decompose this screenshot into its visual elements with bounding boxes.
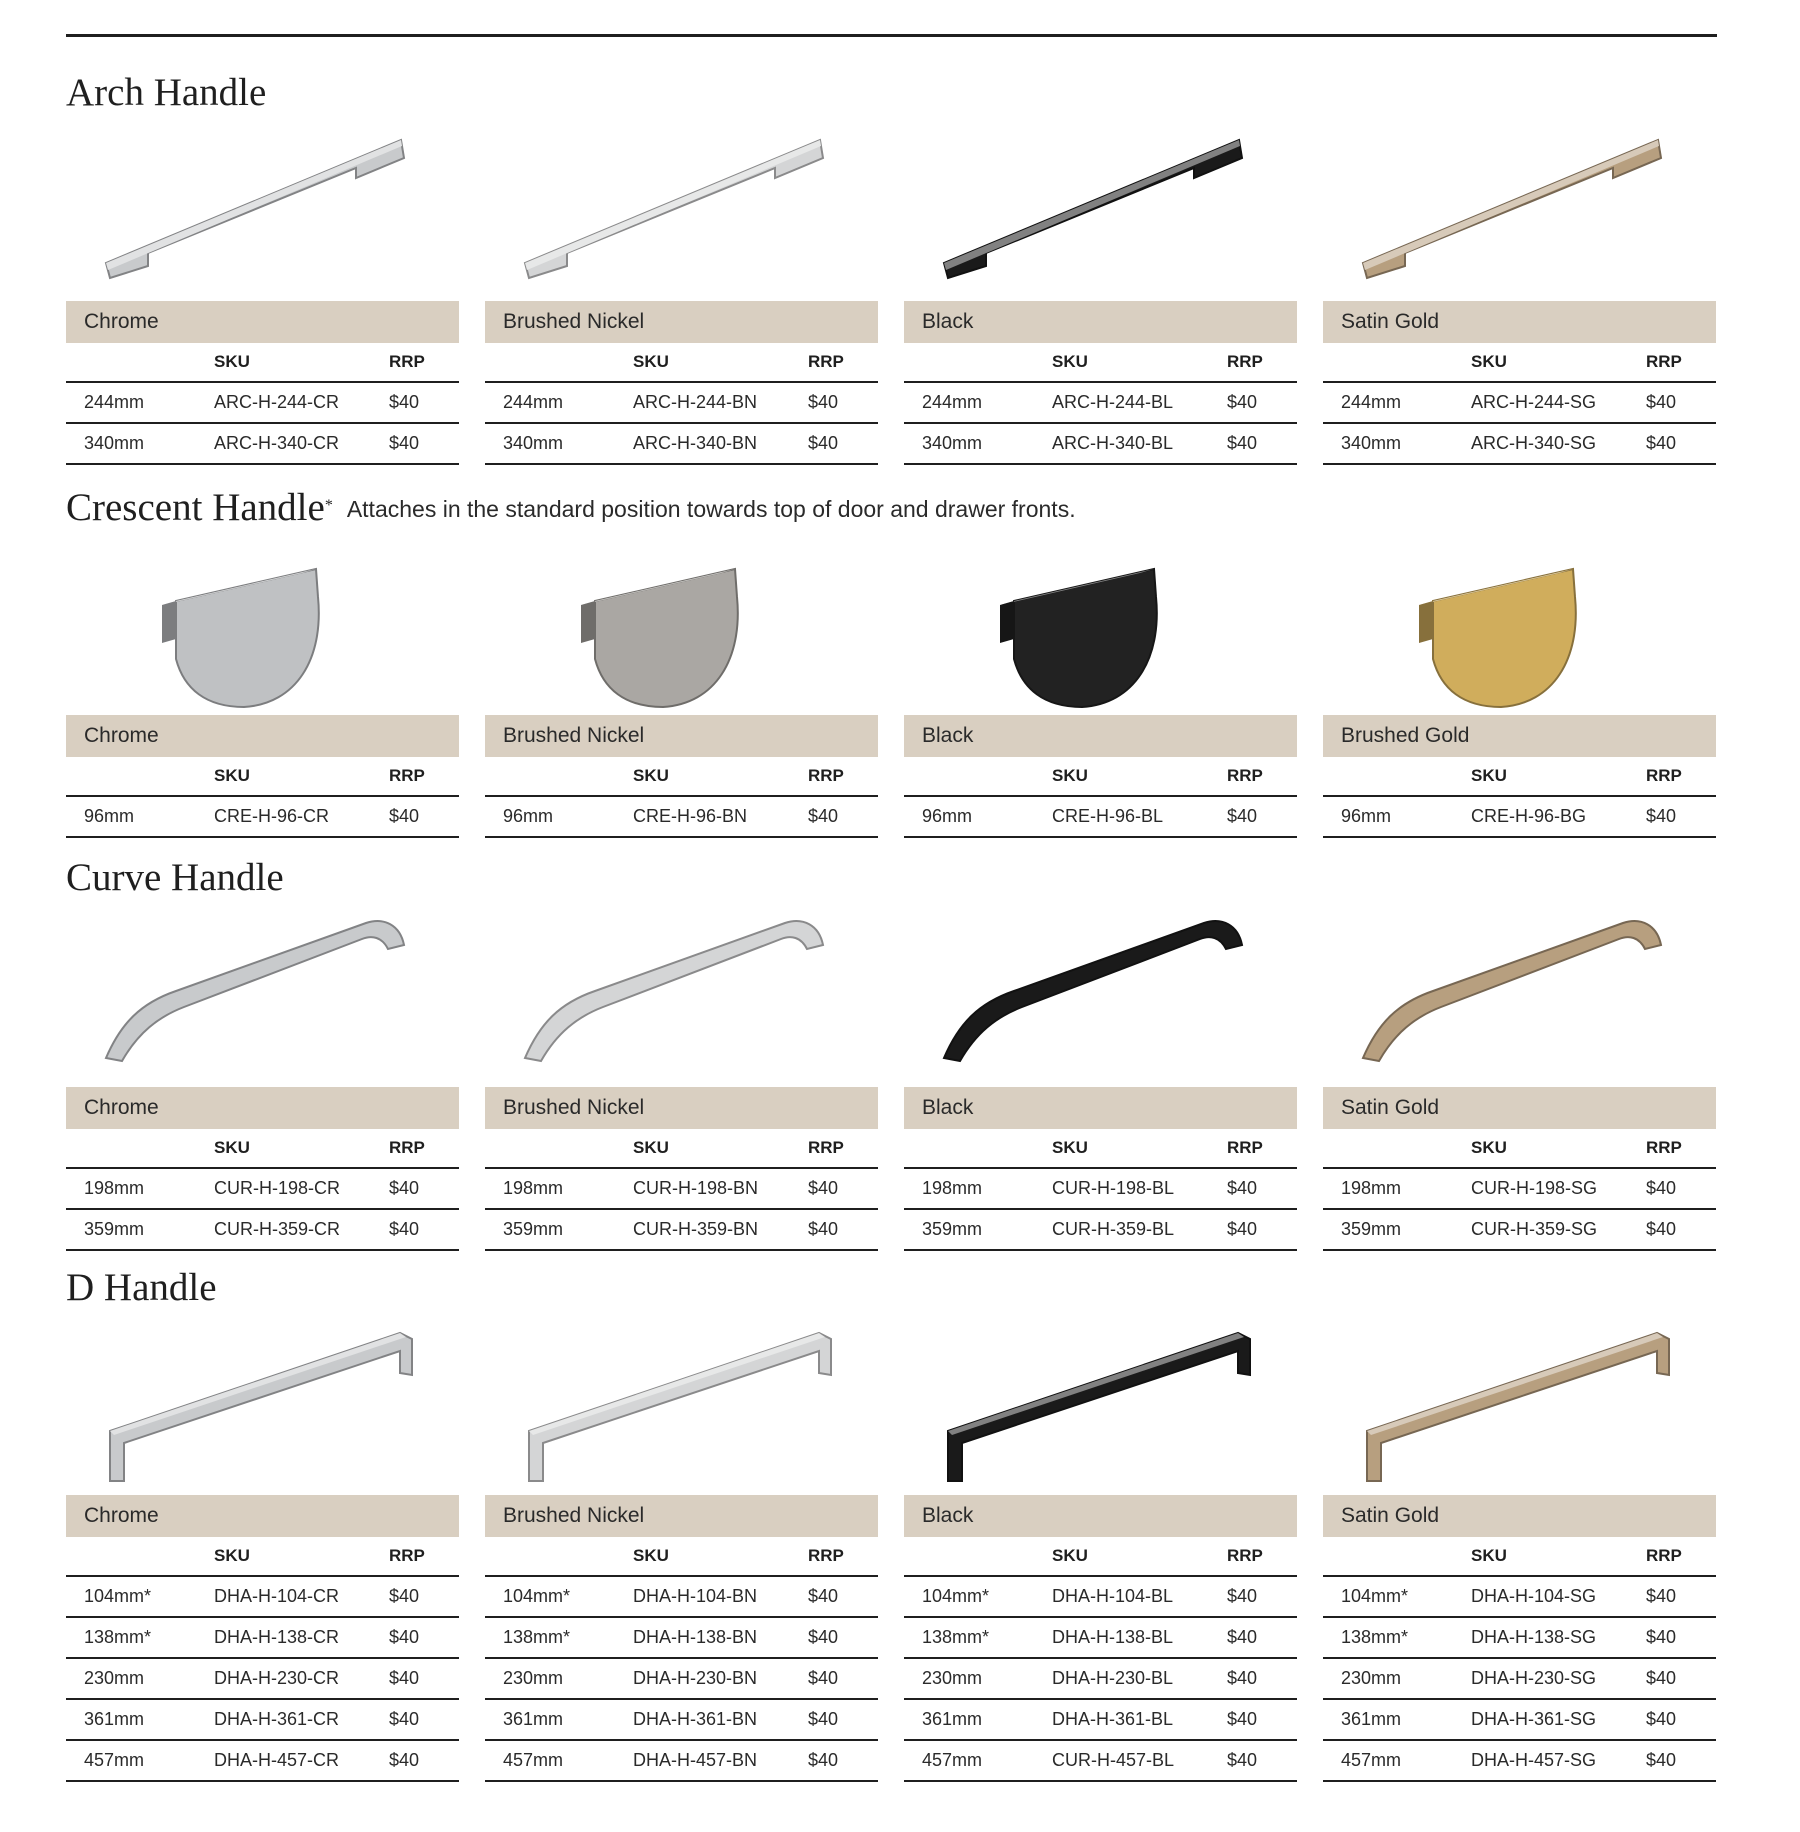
rrp-header: RRP — [1646, 343, 1716, 382]
section-title-text: D Handle — [66, 1266, 217, 1309]
sku-cell: CRE-H-96-BN — [633, 796, 808, 837]
size-cell: 457mm — [904, 1740, 1052, 1781]
size-cell: 96mm — [904, 796, 1052, 837]
sku-cell: ARC-H-244-SG — [1471, 382, 1646, 423]
table-row — [485, 796, 878, 837]
table-row — [904, 796, 1297, 837]
finish-label: Black — [904, 715, 1297, 757]
table-row — [66, 1699, 459, 1740]
table-row — [485, 1658, 878, 1699]
table-header — [1323, 343, 1716, 382]
sku-table — [66, 1537, 459, 1782]
sku-cell: DHA-H-138-BL — [1052, 1617, 1227, 1658]
sku-cell: ARC-H-244-BN — [633, 382, 808, 423]
size-cell: 138mm* — [66, 1617, 214, 1658]
sku-table — [485, 1129, 878, 1251]
size-cell: 457mm — [66, 1740, 214, 1781]
sku-cell: CUR-H-359-BL — [1052, 1209, 1227, 1250]
table-row — [904, 1740, 1297, 1781]
table-row — [904, 1617, 1297, 1658]
size-header — [66, 1129, 214, 1168]
finish-column — [1323, 70, 1716, 485]
rrp-header: RRP — [808, 343, 878, 382]
sku-header: SKU — [1471, 757, 1646, 796]
rrp-header: RRP — [389, 1129, 459, 1168]
sku-table — [66, 757, 459, 838]
crescent-handle-brushed-nickel-icon — [485, 539, 878, 709]
price-cell: $40 — [808, 796, 878, 837]
finish-column — [485, 70, 878, 485]
size-header — [485, 1537, 633, 1576]
sku-cell: CUR-H-198-SG — [1471, 1168, 1646, 1209]
table-row — [904, 423, 1297, 464]
rrp-header: RRP — [808, 757, 878, 796]
table-row — [485, 1168, 878, 1209]
size-cell: 96mm — [485, 796, 633, 837]
d-handle-chrome-icon — [66, 1313, 459, 1483]
sku-header: SKU — [214, 757, 389, 796]
top-rule — [66, 34, 1717, 37]
size-cell: 340mm — [1323, 423, 1471, 464]
size-cell: 244mm — [485, 382, 633, 423]
rrp-header: RRP — [1227, 1537, 1297, 1576]
price-cell: $40 — [1227, 1209, 1297, 1250]
size-cell: 104mm* — [66, 1576, 214, 1617]
finish-column — [485, 485, 878, 855]
table-row — [66, 382, 459, 423]
sku-cell: CUR-H-359-SG — [1471, 1209, 1646, 1250]
rrp-header: RRP — [1227, 1129, 1297, 1168]
sku-cell: CUR-H-198-BL — [1052, 1168, 1227, 1209]
price-cell: $40 — [1227, 796, 1297, 837]
sku-cell: DHA-H-104-CR — [214, 1576, 389, 1617]
sku-table — [1323, 343, 1716, 465]
price-cell: $40 — [1646, 796, 1716, 837]
finish-label: Satin Gold — [1323, 1495, 1716, 1537]
curve-handle-black-icon — [904, 903, 1297, 1073]
size-cell: 359mm — [66, 1209, 214, 1250]
table-row — [66, 1617, 459, 1658]
sku-cell: CUR-H-359-BN — [633, 1209, 808, 1250]
table-row — [1323, 1168, 1716, 1209]
table-row — [1323, 1699, 1716, 1740]
finish-column — [1323, 855, 1716, 1265]
price-cell: $40 — [389, 382, 459, 423]
table-header — [485, 1129, 878, 1168]
sku-table — [66, 343, 459, 465]
sku-cell: DHA-H-230-CR — [214, 1658, 389, 1699]
finish-label: Brushed Gold — [1323, 715, 1716, 757]
table-row — [66, 1576, 459, 1617]
sku-cell: ARC-H-244-BL — [1052, 382, 1227, 423]
table-row — [1323, 1209, 1716, 1250]
size-cell: 230mm — [66, 1658, 214, 1699]
table-header — [904, 1537, 1297, 1576]
finish-column — [904, 485, 1297, 855]
sku-table — [485, 757, 878, 838]
size-cell: 340mm — [904, 423, 1052, 464]
size-header — [485, 343, 633, 382]
price-cell: $40 — [808, 1699, 878, 1740]
finish-label: Brushed Nickel — [485, 1087, 878, 1129]
finish-label: Chrome — [66, 715, 459, 757]
table-row — [1323, 423, 1716, 464]
finish-column — [66, 855, 459, 1265]
size-cell: 230mm — [485, 1658, 633, 1699]
table-row — [1323, 382, 1716, 423]
table-header — [66, 757, 459, 796]
price-cell: $40 — [389, 1740, 459, 1781]
table-row — [66, 1740, 459, 1781]
sku-cell: CUR-H-359-CR — [214, 1209, 389, 1250]
table-row — [904, 1699, 1297, 1740]
table-header — [1323, 757, 1716, 796]
size-header — [1323, 1537, 1471, 1576]
crescent-handle-chrome-icon — [66, 539, 459, 709]
sku-header: SKU — [1471, 1537, 1646, 1576]
size-cell: 340mm — [485, 423, 633, 464]
size-header — [485, 757, 633, 796]
sku-cell: DHA-H-361-BL — [1052, 1699, 1227, 1740]
product-section — [66, 855, 1717, 1265]
size-header — [1323, 757, 1471, 796]
price-cell: $40 — [1227, 1617, 1297, 1658]
sku-cell: DHA-H-230-BL — [1052, 1658, 1227, 1699]
price-cell: $40 — [808, 1740, 878, 1781]
sku-cell: DHA-H-104-SG — [1471, 1576, 1646, 1617]
table-row — [904, 1576, 1297, 1617]
size-cell: 104mm* — [904, 1576, 1052, 1617]
sku-table — [904, 1537, 1297, 1782]
price-cell: $40 — [808, 423, 878, 464]
size-cell: 138mm* — [904, 1617, 1052, 1658]
sku-header: SKU — [214, 1537, 389, 1576]
price-cell: $40 — [389, 423, 459, 464]
price-cell: $40 — [1227, 382, 1297, 423]
price-cell: $40 — [808, 1658, 878, 1699]
finish-column — [485, 855, 878, 1265]
table-header — [1323, 1537, 1716, 1576]
rrp-header: RRP — [1646, 1537, 1716, 1576]
price-cell: $40 — [1227, 1168, 1297, 1209]
price-cell: $40 — [1646, 1658, 1716, 1699]
arch-handle-chrome-icon — [66, 118, 459, 288]
table-row — [1323, 1740, 1716, 1781]
price-cell: $40 — [389, 1576, 459, 1617]
rrp-header: RRP — [1227, 757, 1297, 796]
sku-cell: CUR-H-198-BN — [633, 1168, 808, 1209]
arch-handle-satin-gold-icon — [1323, 118, 1716, 288]
table-header — [904, 1129, 1297, 1168]
price-cell: $40 — [1227, 1699, 1297, 1740]
sku-header: SKU — [1471, 1129, 1646, 1168]
table-row — [1323, 1576, 1716, 1617]
size-header — [1323, 1129, 1471, 1168]
size-cell: 340mm — [66, 423, 214, 464]
crescent-handle-brushed-gold-icon — [1323, 539, 1716, 709]
size-cell: 244mm — [904, 382, 1052, 423]
finish-column — [904, 70, 1297, 485]
sku-cell: DHA-H-457-CR — [214, 1740, 389, 1781]
size-cell: 198mm — [66, 1168, 214, 1209]
price-cell: $40 — [389, 1168, 459, 1209]
size-header — [904, 1129, 1052, 1168]
finish-label: Black — [904, 1087, 1297, 1129]
sku-cell: CUR-H-198-CR — [214, 1168, 389, 1209]
finish-label: Chrome — [66, 1495, 459, 1537]
size-cell: 457mm — [1323, 1740, 1471, 1781]
table-row — [904, 1658, 1297, 1699]
price-cell: $40 — [808, 1168, 878, 1209]
d-handle-satin-gold-icon — [1323, 1313, 1716, 1483]
sku-table — [904, 1129, 1297, 1251]
table-header — [1323, 1129, 1716, 1168]
price-cell: $40 — [389, 1699, 459, 1740]
size-cell: 359mm — [904, 1209, 1052, 1250]
finish-label: Black — [904, 1495, 1297, 1537]
finish-label: Satin Gold — [1323, 1087, 1716, 1129]
table-row — [485, 423, 878, 464]
sku-cell: ARC-H-340-BL — [1052, 423, 1227, 464]
table-header — [485, 1537, 878, 1576]
finish-label: Brushed Nickel — [485, 301, 878, 343]
sku-table — [1323, 1129, 1716, 1251]
size-header — [904, 343, 1052, 382]
section-title-text: Crescent Handle — [66, 486, 325, 529]
rrp-header: RRP — [808, 1537, 878, 1576]
finish-label: Chrome — [66, 1087, 459, 1129]
table-row — [485, 1209, 878, 1250]
product-section — [66, 70, 1717, 485]
size-cell: 104mm* — [1323, 1576, 1471, 1617]
price-cell: $40 — [808, 1617, 878, 1658]
price-cell: $40 — [1646, 1168, 1716, 1209]
arch-handle-brushed-nickel-icon — [485, 118, 878, 288]
size-cell: 244mm — [1323, 382, 1471, 423]
size-cell: 198mm — [1323, 1168, 1471, 1209]
table-header — [904, 757, 1297, 796]
product-section — [66, 485, 1717, 855]
table-header — [66, 1537, 459, 1576]
price-cell: $40 — [1227, 1658, 1297, 1699]
section-title-text: Arch Handle — [66, 71, 267, 114]
finish-label: Brushed Nickel — [485, 1495, 878, 1537]
table-header — [485, 757, 878, 796]
sku-cell: DHA-H-138-SG — [1471, 1617, 1646, 1658]
finish-column — [1323, 485, 1716, 855]
finish-label: Chrome — [66, 301, 459, 343]
table-header — [904, 343, 1297, 382]
size-cell: 230mm — [1323, 1658, 1471, 1699]
price-cell: $40 — [808, 1209, 878, 1250]
size-cell: 96mm — [66, 796, 214, 837]
size-cell: 138mm* — [485, 1617, 633, 1658]
size-cell: 138mm* — [1323, 1617, 1471, 1658]
rrp-header: RRP — [1646, 757, 1716, 796]
size-cell: 359mm — [1323, 1209, 1471, 1250]
table-row — [66, 423, 459, 464]
product-section — [66, 1265, 1717, 1825]
rrp-header: RRP — [1227, 343, 1297, 382]
price-cell: $40 — [1646, 1740, 1716, 1781]
sku-cell: CRE-H-96-BG — [1471, 796, 1646, 837]
sku-cell: DHA-H-457-SG — [1471, 1740, 1646, 1781]
size-header — [904, 757, 1052, 796]
price-cell: $40 — [1646, 1617, 1716, 1658]
size-header — [904, 1537, 1052, 1576]
sku-header: SKU — [1471, 343, 1646, 382]
size-header — [66, 757, 214, 796]
size-header — [485, 1129, 633, 1168]
table-row — [1323, 1658, 1716, 1699]
sku-cell: DHA-H-104-BL — [1052, 1576, 1227, 1617]
finish-label: Black — [904, 301, 1297, 343]
rrp-header: RRP — [808, 1129, 878, 1168]
size-header — [1323, 343, 1471, 382]
price-cell: $40 — [1646, 423, 1716, 464]
price-cell: $40 — [1646, 1209, 1716, 1250]
price-cell: $40 — [1227, 423, 1297, 464]
sku-cell: CUR-H-457-BL — [1052, 1740, 1227, 1781]
size-header — [66, 343, 214, 382]
table-row — [904, 382, 1297, 423]
sku-table — [904, 343, 1297, 465]
sku-table — [1323, 757, 1716, 838]
table-row — [66, 1168, 459, 1209]
price-cell: $40 — [1646, 1699, 1716, 1740]
sku-cell: DHA-H-361-BN — [633, 1699, 808, 1740]
sku-table — [485, 1537, 878, 1782]
price-cell: $40 — [389, 1209, 459, 1250]
curve-handle-brushed-nickel-icon — [485, 903, 878, 1073]
rrp-header: RRP — [389, 757, 459, 796]
size-cell: 361mm — [66, 1699, 214, 1740]
sku-header: SKU — [633, 1537, 808, 1576]
price-cell: $40 — [389, 1658, 459, 1699]
sku-table — [485, 343, 878, 465]
size-cell: 244mm — [66, 382, 214, 423]
finish-column — [66, 1265, 459, 1825]
sku-cell: DHA-H-230-SG — [1471, 1658, 1646, 1699]
sku-header: SKU — [633, 343, 808, 382]
sku-header: SKU — [1052, 343, 1227, 382]
sku-cell: DHA-H-138-CR — [214, 1617, 389, 1658]
rrp-header: RRP — [389, 343, 459, 382]
sku-cell: DHA-H-361-CR — [214, 1699, 389, 1740]
sku-cell: ARC-H-340-BN — [633, 423, 808, 464]
table-row — [1323, 1617, 1716, 1658]
sku-table — [1323, 1537, 1716, 1782]
sku-cell: CRE-H-96-BL — [1052, 796, 1227, 837]
table-row — [485, 382, 878, 423]
sku-header: SKU — [214, 343, 389, 382]
sku-cell: ARC-H-340-CR — [214, 423, 389, 464]
table-row — [904, 1168, 1297, 1209]
table-header — [485, 343, 878, 382]
table-row — [485, 1740, 878, 1781]
sku-table — [904, 757, 1297, 838]
size-cell: 361mm — [904, 1699, 1052, 1740]
sku-table — [66, 1129, 459, 1251]
table-row — [66, 1658, 459, 1699]
section-title-text: Curve Handle — [66, 856, 284, 899]
size-cell: 104mm* — [485, 1576, 633, 1617]
finish-label: Brushed Nickel — [485, 715, 878, 757]
curve-handle-satin-gold-icon — [1323, 903, 1716, 1073]
sku-cell: DHA-H-457-BN — [633, 1740, 808, 1781]
finish-column — [66, 70, 459, 485]
sku-cell: DHA-H-138-BN — [633, 1617, 808, 1658]
sku-header: SKU — [1052, 1537, 1227, 1576]
table-row — [66, 1209, 459, 1250]
size-cell: 198mm — [485, 1168, 633, 1209]
price-cell: $40 — [1646, 1576, 1716, 1617]
sku-cell: ARC-H-244-CR — [214, 382, 389, 423]
arch-handle-black-icon — [904, 118, 1297, 288]
size-cell: 359mm — [485, 1209, 633, 1250]
sku-cell: DHA-H-230-BN — [633, 1658, 808, 1699]
sku-cell: CRE-H-96-CR — [214, 796, 389, 837]
sku-cell: DHA-H-104-BN — [633, 1576, 808, 1617]
size-cell: 361mm — [485, 1699, 633, 1740]
price-cell: $40 — [1646, 382, 1716, 423]
size-cell: 230mm — [904, 1658, 1052, 1699]
section-note: Attaches in the standard position towards top of door and drawer fronts. — [346, 496, 1076, 522]
table-row — [66, 796, 459, 837]
finish-column — [904, 855, 1297, 1265]
sku-header: SKU — [214, 1129, 389, 1168]
finish-column — [904, 1265, 1297, 1825]
rrp-header: RRP — [389, 1537, 459, 1576]
finish-label: Satin Gold — [1323, 301, 1716, 343]
price-cell: $40 — [1227, 1740, 1297, 1781]
sku-cell: DHA-H-361-SG — [1471, 1699, 1646, 1740]
size-header — [66, 1537, 214, 1576]
table-row — [904, 1209, 1297, 1250]
table-row — [485, 1699, 878, 1740]
size-cell: 361mm — [1323, 1699, 1471, 1740]
footnote-mark: * — [324, 497, 333, 514]
price-cell: $40 — [389, 796, 459, 837]
table-row — [485, 1576, 878, 1617]
size-cell: 96mm — [1323, 796, 1471, 837]
size-cell: 457mm — [485, 1740, 633, 1781]
rrp-header: RRP — [1646, 1129, 1716, 1168]
curve-handle-chrome-icon — [66, 903, 459, 1073]
finish-column — [66, 485, 459, 855]
price-cell: $40 — [1227, 1576, 1297, 1617]
finish-column — [1323, 1265, 1716, 1825]
sku-header: SKU — [1052, 1129, 1227, 1168]
crescent-handle-black-icon — [904, 539, 1297, 709]
price-cell: $40 — [808, 1576, 878, 1617]
size-cell: 198mm — [904, 1168, 1052, 1209]
table-header — [66, 1129, 459, 1168]
price-cell: $40 — [389, 1617, 459, 1658]
sku-cell: ARC-H-340-SG — [1471, 423, 1646, 464]
table-header — [66, 343, 459, 382]
sku-header: SKU — [633, 757, 808, 796]
d-handle-brushed-nickel-icon — [485, 1313, 878, 1483]
price-cell: $40 — [808, 382, 878, 423]
sku-header: SKU — [633, 1129, 808, 1168]
sku-header: SKU — [1052, 757, 1227, 796]
d-handle-black-icon — [904, 1313, 1297, 1483]
table-row — [1323, 796, 1716, 837]
table-row — [485, 1617, 878, 1658]
finish-column — [485, 1265, 878, 1825]
